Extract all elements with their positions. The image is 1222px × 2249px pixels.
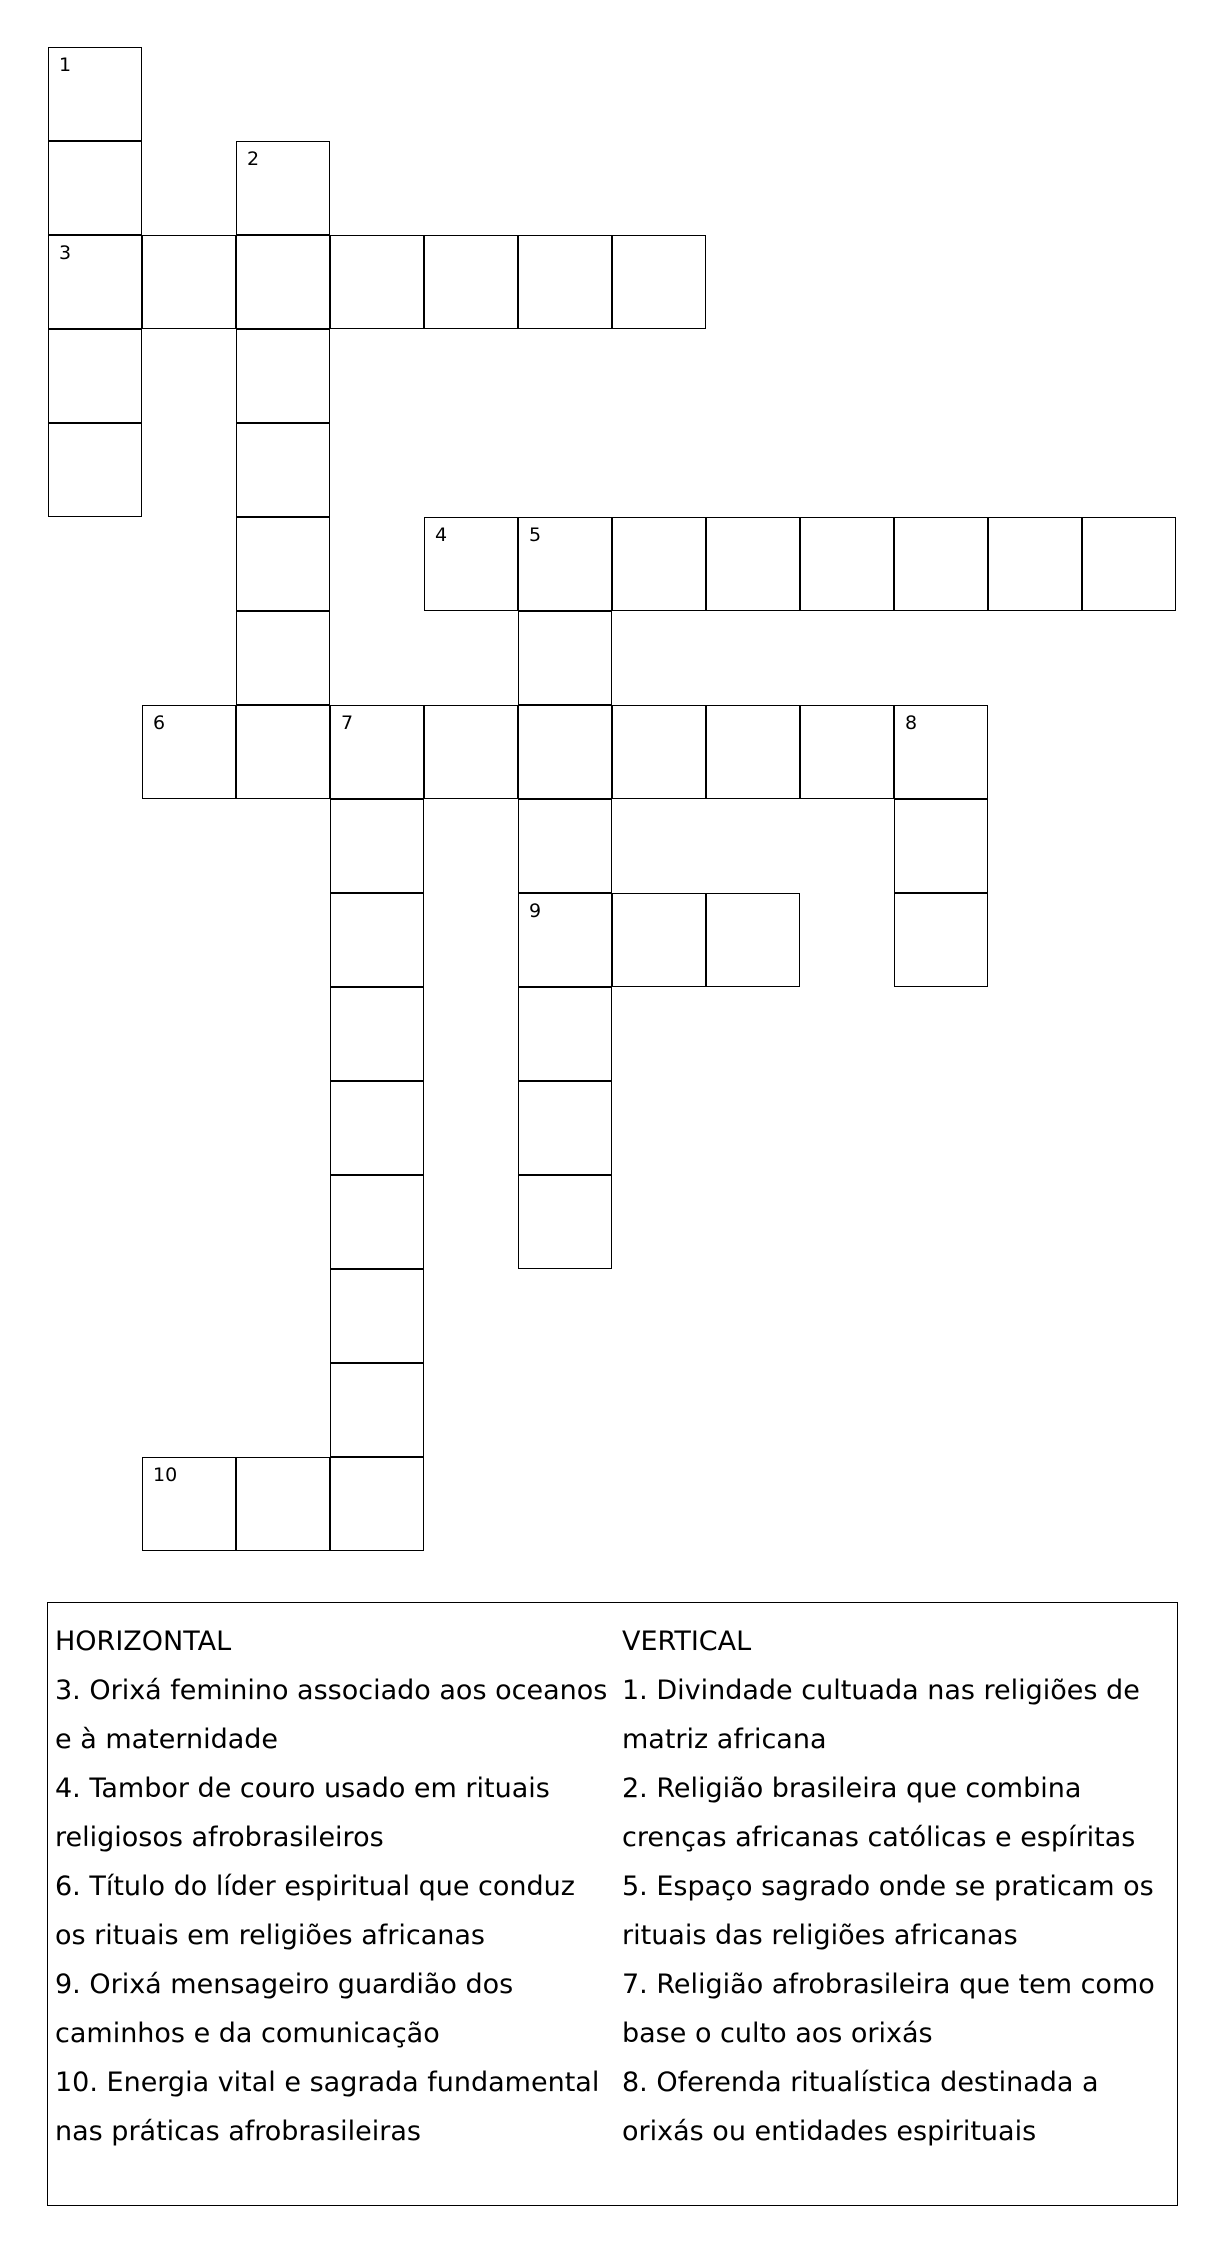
crossword-cell[interactable]	[142, 235, 236, 329]
crossword-cell[interactable]	[518, 1175, 612, 1269]
crossword-cell[interactable]	[236, 705, 330, 799]
clue-line: e à maternidade	[55, 1724, 279, 1755]
crossword-cell[interactable]	[330, 1269, 424, 1363]
crossword-cell[interactable]	[48, 423, 142, 517]
cell-number: 10	[153, 1464, 178, 1486]
crossword-cell[interactable]	[236, 423, 330, 517]
crossword-cell[interactable]	[48, 141, 142, 235]
clue-line: 3. Orixá feminino associado aos oceanos	[55, 1675, 608, 1706]
crossword-cell[interactable]	[706, 705, 800, 799]
clue-line: 6. Título do líder espiritual que conduz	[55, 1871, 575, 1902]
crossword-cell[interactable]	[236, 517, 330, 611]
clue-line: 1. Divindade cultuada nas religiões de	[622, 1675, 1140, 1706]
crossword-cell[interactable]	[706, 517, 800, 611]
crossword-cell[interactable]	[236, 141, 330, 235]
crossword-cell[interactable]	[612, 893, 706, 987]
cell-number: 9	[529, 900, 542, 922]
crossword-cell[interactable]	[330, 705, 424, 799]
clue-line: matriz africana	[622, 1724, 827, 1755]
crossword-cell[interactable]	[424, 517, 518, 611]
crossword-cell[interactable]	[800, 517, 894, 611]
crossword-cell[interactable]	[518, 799, 612, 893]
cell-number: 8	[905, 712, 918, 734]
crossword-cell[interactable]	[894, 517, 988, 611]
crossword-cell[interactable]	[330, 799, 424, 893]
crossword-cell[interactable]	[48, 329, 142, 423]
crossword-cell[interactable]	[236, 611, 330, 705]
horizontal-clues	[55, 1617, 615, 2156]
crossword-cell[interactable]	[330, 235, 424, 329]
crossword-cell[interactable]	[518, 1081, 612, 1175]
crossword-cell[interactable]	[236, 1457, 330, 1551]
crossword-cell[interactable]	[330, 1363, 424, 1457]
clue-line: 10. Energia vital e sagrada fundamental	[55, 2067, 600, 2098]
crossword-cell[interactable]	[612, 705, 706, 799]
horizontal-heading: HORIZONTAL	[55, 1626, 232, 1657]
crossword-cell[interactable]	[518, 705, 612, 799]
crossword-cell[interactable]	[424, 235, 518, 329]
cell-number: 4	[435, 524, 448, 546]
clue-line: religiosos afrobrasileiros	[55, 1822, 384, 1853]
crossword-cell[interactable]	[706, 893, 800, 987]
crossword-cell[interactable]	[142, 705, 236, 799]
crossword-cell[interactable]	[518, 987, 612, 1081]
clue-line: nas práticas afrobrasileiras	[55, 2116, 421, 2147]
clue-line: orixás ou entidades espirituais	[622, 2116, 1037, 2147]
clue-line: rituais das religiões africanas	[622, 1920, 1018, 1951]
clue-line: base o culto aos orixás	[622, 2018, 933, 2049]
clue-line: 5. Espaço sagrado onde se praticam os	[622, 1871, 1154, 1902]
crossword-cell[interactable]	[330, 893, 424, 987]
cell-number: 7	[341, 712, 354, 734]
crossword-cell[interactable]	[424, 705, 518, 799]
crossword-cell[interactable]	[612, 235, 706, 329]
clue-line: os rituais em religiões africanas	[55, 1920, 485, 1951]
crossword-cell[interactable]	[48, 47, 142, 141]
crossword-cell[interactable]	[800, 705, 894, 799]
crossword-cell[interactable]	[518, 893, 612, 987]
crossword-cell[interactable]	[1082, 517, 1176, 611]
crossword-cell[interactable]	[894, 893, 988, 987]
cell-number: 3	[59, 242, 72, 264]
crossword-cell[interactable]	[330, 1081, 424, 1175]
crossword-cell[interactable]	[236, 329, 330, 423]
crossword-cell[interactable]	[330, 987, 424, 1081]
crossword-cell[interactable]	[612, 517, 706, 611]
clue-line: 9. Orixá mensageiro guardião dos	[55, 1969, 514, 2000]
clue-line: 4. Tambor de couro usado em rituais	[55, 1773, 550, 1804]
crossword-cell[interactable]	[518, 517, 612, 611]
clue-line: caminhos e da comunicação	[55, 2018, 440, 2049]
crossword-cell[interactable]	[518, 611, 612, 705]
cell-number: 1	[59, 54, 72, 76]
vertical-clues	[622, 1617, 1182, 2156]
cell-number: 2	[247, 148, 260, 170]
clues-box	[47, 1602, 1178, 2206]
clue-line: 2. Religião brasileira que combina	[622, 1773, 1082, 1804]
crossword-cell[interactable]	[236, 235, 330, 329]
cell-number: 5	[529, 524, 542, 546]
crossword-cell[interactable]	[894, 705, 988, 799]
crossword-cell[interactable]	[330, 1457, 424, 1551]
crossword-cell[interactable]	[988, 517, 1082, 611]
clue-line: 8. Oferenda ritualística destinada a	[622, 2067, 1099, 2098]
crossword-cell[interactable]	[518, 235, 612, 329]
vertical-heading: VERTICAL	[622, 1626, 752, 1657]
crossword-cell[interactable]	[894, 799, 988, 893]
cell-number: 6	[153, 712, 166, 734]
crossword-cell[interactable]	[48, 235, 142, 329]
clue-line: 7. Religião afrobrasileira que tem como	[622, 1969, 1155, 2000]
crossword-cell[interactable]	[330, 1175, 424, 1269]
crossword-cell[interactable]	[142, 1457, 236, 1551]
clue-line: crenças africanas católicas e espíritas	[622, 1822, 1136, 1853]
